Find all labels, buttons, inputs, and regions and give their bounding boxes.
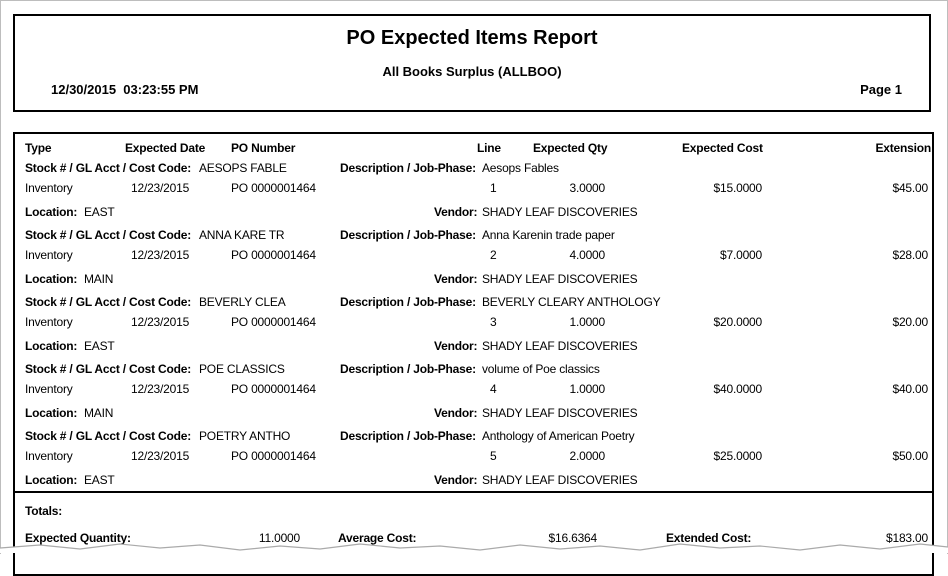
torn-edge (0, 539, 948, 553)
description-label: Description / Job-Phase: (340, 161, 476, 175)
line-number: 3 (490, 315, 497, 329)
description: Anthology of American Poetry (482, 429, 635, 443)
location-label: Location: (25, 339, 78, 353)
extension: $50.00 (892, 449, 928, 463)
vendor-label: Vendor: (434, 406, 478, 420)
location-label: Location: (25, 473, 78, 487)
description: volume of Poe classics (482, 362, 600, 376)
description: BEVERLY CLEARY ANTHOLOGY (482, 295, 661, 309)
expected-qty: 3.0000 (569, 181, 605, 195)
po-number: PO 0000001464 (231, 449, 316, 463)
stock-code: POETRY ANTHO (199, 429, 291, 443)
po-number: PO 0000001464 (231, 382, 316, 396)
expected-qty: 1.0000 (569, 382, 605, 396)
item-type: Inventory (25, 181, 73, 195)
location: EAST (84, 339, 115, 353)
expected-date: 12/23/2015 (131, 248, 190, 262)
stock-label: Stock # / GL Acct / Cost Code: (25, 228, 192, 242)
extension: $40.00 (892, 382, 928, 396)
location-label: Location: (25, 406, 78, 420)
item-type: Inventory (25, 382, 73, 396)
item-type: Inventory (25, 449, 73, 463)
page-number: Page 1 (860, 82, 902, 97)
expected-cost: $7.0000 (720, 248, 762, 262)
vendor-name: All Books Surplus (ALLBOO) (382, 64, 562, 79)
expected-qty: 2.0000 (569, 449, 605, 463)
vendor: SHADY LEAF DISCOVERIES (482, 339, 638, 353)
expected-date: 12/23/2015 (131, 382, 190, 396)
location: MAIN (84, 272, 114, 286)
description-label: Description / Job-Phase: (340, 228, 476, 242)
line-number: 5 (490, 449, 497, 463)
line-number: 1 (490, 181, 497, 195)
average-cost-total: $16.6364 (548, 531, 597, 545)
expected-cost: $20.0000 (713, 315, 762, 329)
expected-qty: 4.0000 (569, 248, 605, 262)
extended-cost-label: Extended Cost: (666, 531, 752, 545)
vendor: SHADY LEAF DISCOVERIES (482, 406, 638, 420)
line-number: 2 (490, 248, 497, 262)
average-cost-label: Average Cost: (338, 531, 417, 545)
location: EAST (84, 205, 115, 219)
item-type: Inventory (25, 315, 73, 329)
col-expected-date: Expected Date (125, 141, 206, 155)
location-label: Location: (25, 205, 78, 219)
stock-code: ANNA KARE TR (199, 228, 285, 242)
report-datetime: 12/30/2015 03:23:55 PM (51, 82, 199, 97)
description-label: Description / Job-Phase: (340, 295, 476, 309)
expected-qty-label: Expected Quantity: (25, 531, 131, 545)
stock-label: Stock # / GL Acct / Cost Code: (25, 161, 192, 175)
expected-qty: 1.0000 (569, 315, 605, 329)
expected-date: 12/23/2015 (131, 449, 190, 463)
location-label: Location: (25, 272, 78, 286)
col-extension: Extension (875, 141, 931, 155)
vendor-label: Vendor: (434, 339, 478, 353)
vendor: SHADY LEAF DISCOVERIES (482, 272, 638, 286)
vendor: SHADY LEAF DISCOVERIES (482, 205, 638, 219)
description-label: Description / Job-Phase: (340, 362, 476, 376)
col-po-number: PO Number (231, 141, 296, 155)
report-header (13, 14, 931, 112)
expected-qty-total: 11.0000 (258, 531, 300, 545)
extension: $28.00 (892, 248, 928, 262)
stock-label: Stock # / GL Acct / Cost Code: (25, 429, 192, 443)
item-type: Inventory (25, 248, 73, 262)
expected-cost: $25.0000 (713, 449, 762, 463)
col-type: Type (25, 141, 52, 155)
stock-code: POE CLASSICS (199, 362, 285, 376)
extended-cost-total: $183.00 (886, 531, 928, 545)
expected-cost: $40.0000 (713, 382, 762, 396)
po-number: PO 0000001464 (231, 248, 316, 262)
col-expected-cost: Expected Cost (682, 141, 763, 155)
stock-label: Stock # / GL Acct / Cost Code: (25, 362, 192, 376)
report-title: PO Expected Items Report (346, 27, 598, 49)
description: Anna Karenin trade paper (482, 228, 615, 242)
line-number: 4 (490, 382, 497, 396)
stock-label: Stock # / GL Acct / Cost Code: (25, 295, 192, 309)
po-number: PO 0000001464 (231, 315, 316, 329)
totals-divider (15, 491, 932, 493)
col-line: Line (477, 141, 501, 155)
report-body (13, 132, 934, 576)
vendor-label: Vendor: (434, 473, 478, 487)
totals-label: Totals: (25, 504, 63, 518)
po-number: PO 0000001464 (231, 181, 316, 195)
expected-cost: $15.0000 (713, 181, 762, 195)
stock-code: BEVERLY CLEA (199, 295, 286, 309)
vendor: SHADY LEAF DISCOVERIES (482, 473, 638, 487)
col-expected-qty: Expected Qty (533, 141, 608, 155)
stock-code: AESOPS FABLE (199, 161, 287, 175)
extension: $20.00 (892, 315, 928, 329)
expected-date: 12/23/2015 (131, 181, 190, 195)
expected-date: 12/23/2015 (131, 315, 190, 329)
extension: $45.00 (892, 181, 928, 195)
description: Aesops Fables (482, 161, 559, 175)
location: MAIN (84, 406, 114, 420)
location: EAST (84, 473, 115, 487)
vendor-label: Vendor: (434, 205, 478, 219)
vendor-label: Vendor: (434, 272, 478, 286)
description-label: Description / Job-Phase: (340, 429, 476, 443)
